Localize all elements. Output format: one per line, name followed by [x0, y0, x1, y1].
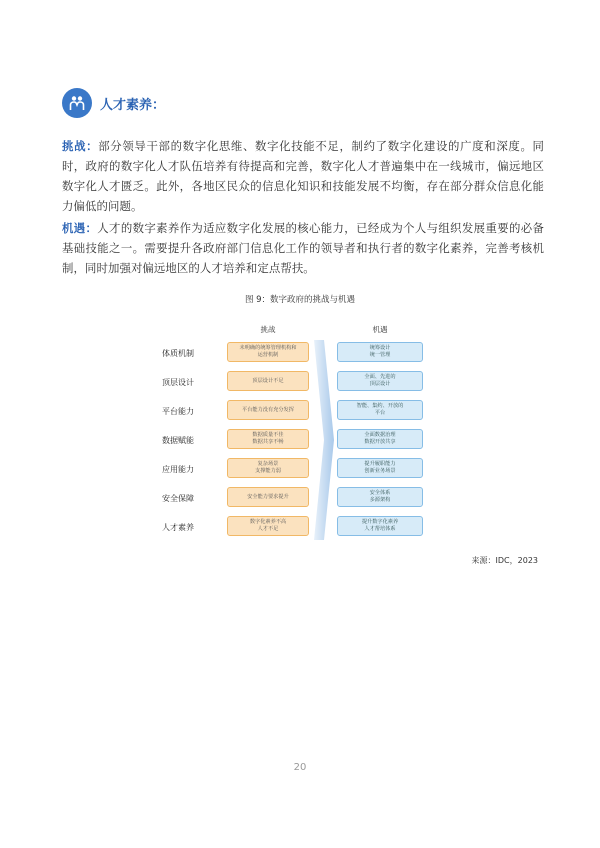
challenge-lead: 挑战：: [62, 139, 99, 153]
page-number: 20: [293, 762, 307, 773]
row-label: 应用能力: [162, 465, 194, 474]
opportunity-text: 人才的数字素养作为适应数字化发展的核心能力，已经成为个人与组织发展重要的必备基础技能之一。需要提升各政府部门信息化工作的领导者和执行者的数字化素养，完善考核机制，同时加强对偏远地区的人才培养和定点帮扶。: [62, 221, 544, 275]
opportunity-box: 统筹设计 统一管理: [337, 342, 423, 362]
opportunity-lead: 机遇：: [62, 221, 98, 235]
opportunity-box: 智能、集约、开放的 平台: [337, 400, 423, 420]
challenge-box: 数字化素养不高 人才不足: [227, 516, 309, 536]
opportunity-box: 全面数据治理 数据开放共享: [337, 429, 423, 449]
challenge-box: 平台能力没有充分发挥: [227, 400, 309, 420]
challenge-opportunity-diagram: [150, 318, 450, 558]
challenge-box: 安全能力要求提升: [227, 487, 309, 507]
challenge-paragraph: [62, 136, 544, 216]
column-header-opportunity: 机遇: [372, 325, 388, 334]
people-icon: [62, 88, 92, 118]
row-label: 安全保障: [162, 494, 194, 503]
section-title: 人才素养：: [100, 97, 166, 113]
opportunity-box: 提升履职能力 创新业务场景: [337, 458, 423, 478]
row-label: 体质机制: [162, 349, 194, 358]
column-header-challenge: 挑战: [260, 325, 276, 334]
source-note: 来源：IDC，2023: [471, 556, 538, 565]
opportunity-box: 安全体系 多源架构: [337, 487, 423, 507]
row-label: 平台能力: [162, 407, 194, 416]
row-label: 顶层设计: [162, 378, 194, 387]
challenge-box: 数据质量不佳 数据共享不畅: [227, 429, 309, 449]
challenge-text: 部分领导干部的数字化思维、数字化技能不足，制约了数字化建设的广度和深度。同时，政府的数字化人才队伍培养有待提高和完善，数字化人才普遍集中在一线城市，偏远地区数字化人才匮乏。此外，各地区民众的信息化知识和技能发展不均衡，存在部分群众信息化能力偏低的问题。: [62, 139, 544, 213]
row-label: 数据赋能: [162, 436, 194, 445]
challenge-box: 顶层设计不足: [227, 371, 309, 391]
row-label: 人才素养: [162, 523, 194, 532]
challenge-box: 复杂场景 支撑能力弱: [227, 458, 309, 478]
opportunity-box: 提升数字化素养 人才帮培体系: [337, 516, 423, 536]
opportunity-paragraph: [62, 218, 544, 278]
figure-caption: 图 9：数字政府的挑战与机遇: [244, 295, 356, 305]
section-header: [62, 88, 165, 118]
challenge-box: 未明确的统筹管理机构和 运营机制: [227, 342, 309, 362]
opportunity-box: 全面、先进的 顶层设计: [337, 371, 423, 391]
